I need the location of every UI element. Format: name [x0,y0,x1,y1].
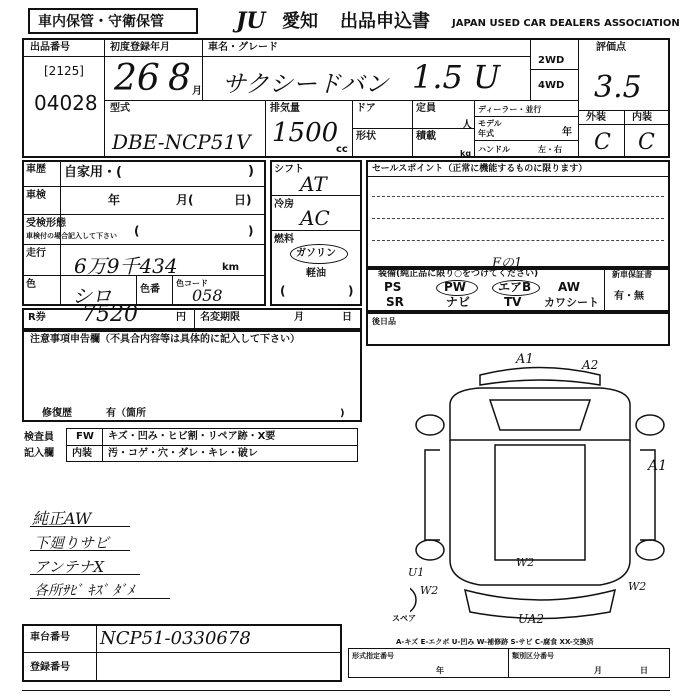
color-label: 色 [26,279,36,290]
receipt-open: ( [134,224,140,238]
bottom-day: 日 [640,666,648,675]
damage-legend: A-キズ E-エクボ U-凹み W-補修跡 S-サビ C-腐食 XX-交換済 [396,638,594,646]
lot-number: 04028 [34,91,98,115]
first-reg-month-unit: 月 [192,86,202,97]
usage-value: 自家用・( [64,165,122,180]
equip-navi: ナビ [446,295,471,309]
note-line-3: アンテナX [34,558,105,576]
mileage-unit: km [222,262,240,273]
back-order-block [366,312,670,346]
dealer-label: ディーラー・並行 [478,105,542,114]
inspector-label-1: 検査員 [24,432,54,443]
aircon-label: 冷房 [274,199,294,210]
fuel-open: ( [280,284,286,298]
aircon-value: AC [300,206,330,230]
back-order-label: 後日品 [372,317,396,326]
receipt-label: 受検形態 [26,218,66,229]
interior-grade: C [638,130,655,155]
inspector-fw: FW [76,431,94,442]
drive-4wd: 4WD [538,80,565,91]
type-number-block [348,648,670,678]
score-label: 評価点 [596,42,626,53]
ju-logo [236,10,278,32]
model-year-label: モデル [478,119,502,128]
equip-tv: TV [504,295,522,309]
year-label: 年式 [478,129,494,138]
note-line-1: 純正AW [32,509,92,528]
equip-pw-circle [436,280,478,296]
recycle-row [22,308,362,330]
load-label: 積載 [416,131,436,142]
note-line-4: 各所ｻﾋﾞ ｷｽﾞ ﾀﾞﾒ [34,583,134,599]
receipt-sub: 車検付の場合記入して下さい [26,232,117,240]
inspector-int-items: 汚・コゲ・穴・ダレ・キレ・破レ [108,448,258,459]
expiry-day: 日 [342,312,352,323]
inspector-int: 内装 [72,448,92,459]
usage-label: 車歴 [26,164,46,175]
ju-logo-text: JU [236,8,266,34]
brand-region: 愛知 [282,11,318,32]
first-reg-month: 8 [168,58,191,99]
storage-badge-text: 車内保管・守衛保管 [38,14,164,30]
diagram-mark-u1: U1 [408,566,425,579]
load-unit: kg [460,149,472,158]
diagram-mark-ua2: UA2 [518,612,545,626]
lot-sub-number: [2125] [44,64,84,78]
fuel-circle [290,244,348,264]
sales-point-label: セールスポイント（正常に機能するものに限ります） [372,164,588,174]
category-number-label: 類別区分番号 [512,652,554,660]
bottom-month: 月 [594,666,602,675]
recycle-label: R券 [28,312,46,323]
car-name-label: 車名・グレード [208,42,278,53]
exterior-grade: C [594,130,611,155]
handle-label: ハンドル [478,145,510,154]
chassis-value: NCP51-0330678 [100,628,251,649]
sales-point-note: Fの1 [492,256,523,271]
fuel-gasoline: ガソリン [296,248,336,259]
receipt-close: ) [248,224,254,238]
color-code-label: 色コード [176,279,208,288]
handle-options: 左・右 [538,145,562,154]
inspection-label: 車検 [26,190,46,201]
year-unit: 年 [562,127,572,138]
mileage-value: 6万9千434 [74,254,178,278]
model-label: 型式 [110,103,130,114]
diagram-mark-a2: A2 [582,358,599,372]
recycle-unit: 円 [176,312,186,323]
equip-ps: PS [384,280,402,294]
equip-airbag-circle [492,280,540,296]
form-title: 出品申込書 [340,11,430,32]
car-grade-value: 1.5 U [412,58,501,96]
plate-label: 登録番号 [30,662,70,673]
spare-label: スペア [392,614,416,623]
type-number-label: 形式指定番号 [352,652,394,660]
color-no-label: 色番 [140,284,160,295]
diagram-mark-a1-right: A1 [648,458,668,474]
shift-value: AT [300,172,327,196]
diagram-mark-a1-top: A1 [516,352,534,367]
interior-label: 内装 [632,112,652,123]
recycle-value: 7520 [82,302,138,327]
shape-label: 形状 [356,131,376,142]
score-value: 3.5 [594,70,642,105]
expiry-label: 名変期限 [200,312,240,323]
car-name-value: サクシードバン [222,70,389,98]
fuel-diesel: 軽油 [306,268,326,279]
lot-label: 出品番号 [30,42,70,53]
first-reg-year: 26 [114,58,160,99]
fuel-close: ) [348,284,354,298]
equip-aw: AW [558,280,580,294]
expiry-month: 月 [294,312,304,323]
color-code-value: 058 [192,286,223,305]
capacity-label: 定員 [416,103,436,114]
note-line-2: 下廻りサビ [34,534,110,552]
first-reg-label: 初度登録年月 [110,42,170,53]
inspection-year: 年 [108,193,121,207]
capacity-unit: 人 [462,120,472,131]
bottom-year: 年 [436,666,444,675]
usage-close: ) [248,164,254,179]
model-value: DBE-NCP51V [112,130,251,154]
color-value: シロ [72,284,112,308]
inspector-fw-items: キズ・凹み・ヒビ割・リペア跡・X要 [108,431,276,442]
equip-leather: カワシート [544,296,599,309]
diagram-mark-w2-left: W2 [420,584,439,597]
inspector-label-2: 記入欄 [24,448,54,459]
notes-label: 注意事項申告欄（不具合内容等は具体的に記入して下さい） [30,334,300,345]
drive-2wd: 2WD [538,55,565,66]
repair-label: 修復歴 [42,408,72,419]
equip-pw: PW [444,280,467,294]
inspection-day: 日) [234,193,252,207]
diagram-mark-w2-right: W2 [628,580,647,593]
shift-label: シフト [274,164,304,175]
fuel-label: 燃料 [274,234,294,245]
warranty-label: 新車保証書 [612,270,652,279]
mileage-label: 走行 [26,248,46,259]
door-label: ドア [356,103,376,114]
storage-badge [28,8,198,34]
equipment-label: 装備(純正品に限り○をつけてください) [378,269,539,279]
equip-airbag: エアB [498,280,532,294]
displacement-value: 1500 [272,118,339,148]
displacement-unit: cc [336,144,348,155]
inspection-month: 月( [176,193,194,207]
diagram-mark-w2-rear: W2 [516,556,535,569]
association-name: JAPAN USED CAR DEALERS ASSOCIATION [452,18,680,29]
exterior-label: 外装 [586,112,606,123]
chassis-label: 車台番号 [30,632,70,643]
equip-sr: SR [386,295,404,309]
repair-close: ) [340,408,345,419]
warranty-options: 有・無 [614,291,644,302]
repair-value: 有（箇所 [106,408,146,419]
displacement-label: 排気量 [270,103,300,114]
